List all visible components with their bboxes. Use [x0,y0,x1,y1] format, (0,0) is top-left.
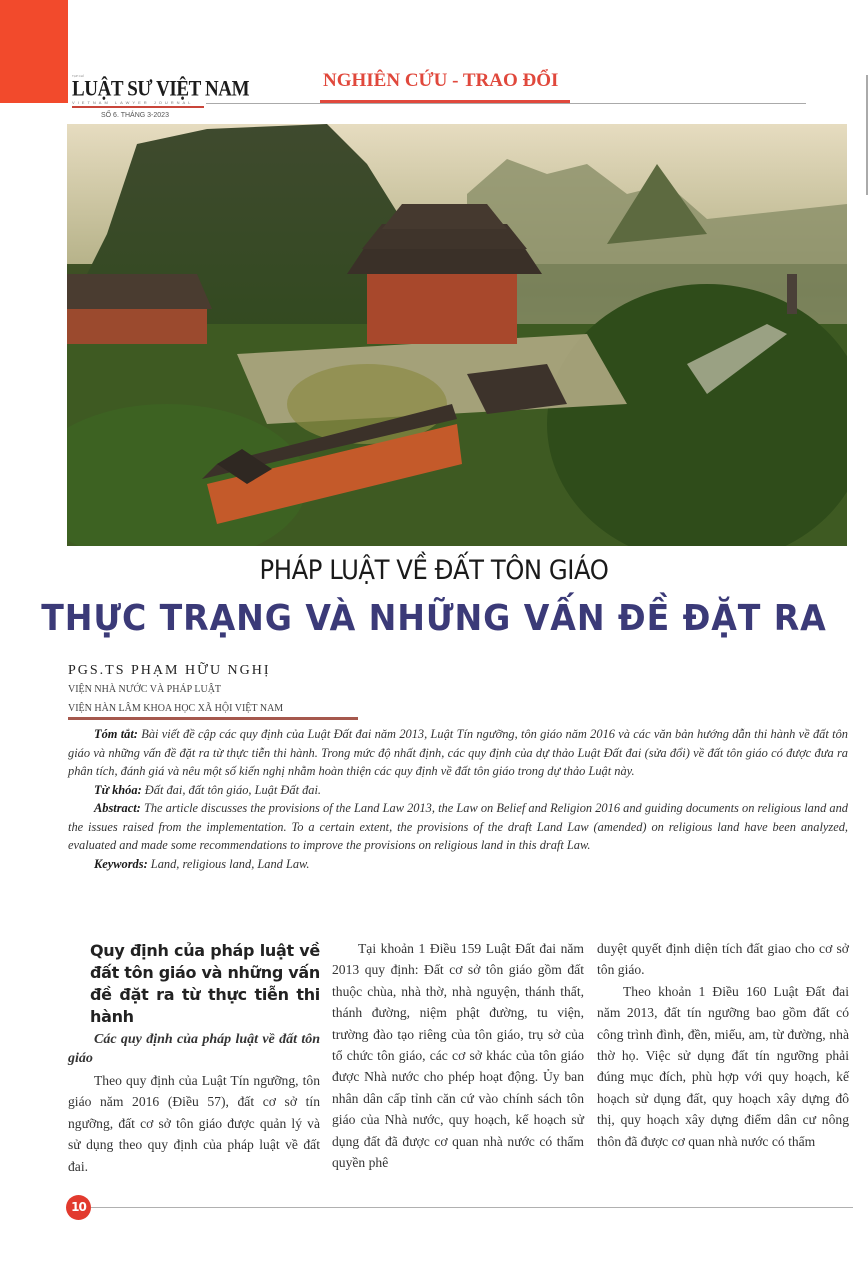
abstract-en [68,799,848,855]
author-affiliation-1: VIỆN NHÀ NƯỚC VÀ PHÁP LUẬT [68,684,222,695]
magazine-subtitle: VIETNAM LAWYER JOURNAL [72,100,194,105]
abstract-block [68,725,848,873]
abstract-en-label: Abstract: [94,801,141,815]
keywords-en-label: Keywords: [94,856,148,871]
summary-vi-text: Bài viết đề cập các quy định của Luật Đất đai năm 2013, Luật Tín ngưỡng, tôn giáo năm 2016 và các văn bản hướng dẫn thi hành về đất tôn giáo và những vấn đề đặt ra từ thực tiễn thi hành. Trong mức độ nhất định, các quy định của dự thảo Luật Đất đai (sửa đổi) về đất tôn giáo có được đưa ra phân tích, đánh giá và nêu một số kiến nghị nhằm hoàn thiện các quy định về đất tôn giáo trong dự thảo Luật này. [68,727,848,778]
keywords-en [68,855,848,874]
body-paragraph: Tại khoản 1 Điều 159 Luật Đất đai năm 2013 quy định: Đất cơ sở tôn giáo gồm đất thuộc chùa, nhà thờ, nhà nguyện, thánh thất, thánh đường, niệm phật đường, tu viện, trường đào tạo riêng của tôn giáo, trụ sở của tổ chức tôn giáo, các cơ sở khác của tôn giáo được Nhà nước cho phép hoạt động. Ủy ban nhân dân cấp tỉnh căn cứ vào chính sách tôn giáo của Nhà nước, quy hoạch, kế hoạch sử dụng đất đã được cơ quan nhà nước có thẩm quyền phê [332,941,584,1171]
body-column-2 [332,938,584,1173]
article-hero-photo [67,124,847,546]
article-title-line-2: THỰC TRẠNG VÀ NHỮNG VẤN ĐỀ ĐẶT RA [41,598,827,639]
keywords-vi [68,781,848,800]
article-title-line-1: PHÁP LUẬT VỀ ĐẤT TÔN GIÁO [259,555,609,586]
pagoda-landscape-illustration [67,124,847,546]
abstract-en-text: The article discusses the provisions of the Land Law 2013, the Law on Belief and Religion 2016 and guiding documents on religious land and the issues raised from the implementation. To a certain extent, the provisions of the draft Land Law (amended) on religious land have been analyzed, evaluated and made some recommendations to improve the provisions on religious land in this draft Law. [68,801,848,852]
masthead-underline [72,106,204,108]
section-title: NGHIÊN CỨU - TRAO ĐỔI [323,70,559,91]
section-heading: Quy định của pháp luật về đất tôn giáo và những vấn đề đặt ra từ thực tiễn thi hành [90,941,320,1026]
masthead [72,74,249,119]
affiliation-underline [68,717,358,720]
keywords-en-text: Land, religious land, Land Law. [147,856,310,871]
footer-divider [91,1207,853,1208]
masthead-mini-label: TẠP CHÍ [72,74,84,78]
summary-vi [68,725,848,781]
keywords-vi-text: Đất đai, đất tôn giáo, Luật Đất đai. [141,782,322,797]
author-name: PGS.TS PHẠM HỮU NGHỊ [68,663,271,678]
body-paragraph-continued: duyệt quyết định diện tích đất giao cho cơ sở tôn giáo. [597,941,849,978]
body-column-1 [68,938,320,1177]
page-number-badge: 10 [66,1195,91,1220]
red-corner-block [0,0,68,103]
body-paragraph: Theo quy định của Luật Tín ngưỡng, tôn giáo năm 2016 (Điều 57), đất cơ sở tín ngưỡng, đất cơ sở tôn giáo được quản lý và sử dụng theo quy định của pháp luật về đất đai. [68,1073,320,1174]
summary-vi-label: Tóm tắt: [94,727,138,741]
magazine-name: LUẬT SƯ VIỆT NAM [72,76,250,101]
issue-label: SỐ 6. THÁNG 3-2023 [101,112,169,119]
body-column-3 [597,938,849,1152]
header-divider [206,103,806,104]
body-paragraph: Theo khoản 1 Điều 160 Luật Đất đai năm 2013, đất tín ngưỡng bao gồm đất có công trình đình, đền, miếu, am, từ đường, nhà thờ họ. Việc sử dụng đất tín ngưỡng phải đúng mục đích, phù hợp với quy hoạch, kế hoạch sử dụng đất, quy hoạch xây dựng đô thị, quy hoạch xây dựng điểm dân cư nông thôn đã được cơ quan nhà nước có thẩm [597,983,849,1149]
author-affiliation-2: VIỆN HÀN LÂM KHOA HỌC XÃ HỘI VIỆT NAM [68,703,284,714]
subsection-heading: Các quy định của pháp luật về đất tôn giáo [68,1032,320,1066]
keywords-vi-label: Từ khóa: [94,782,142,797]
